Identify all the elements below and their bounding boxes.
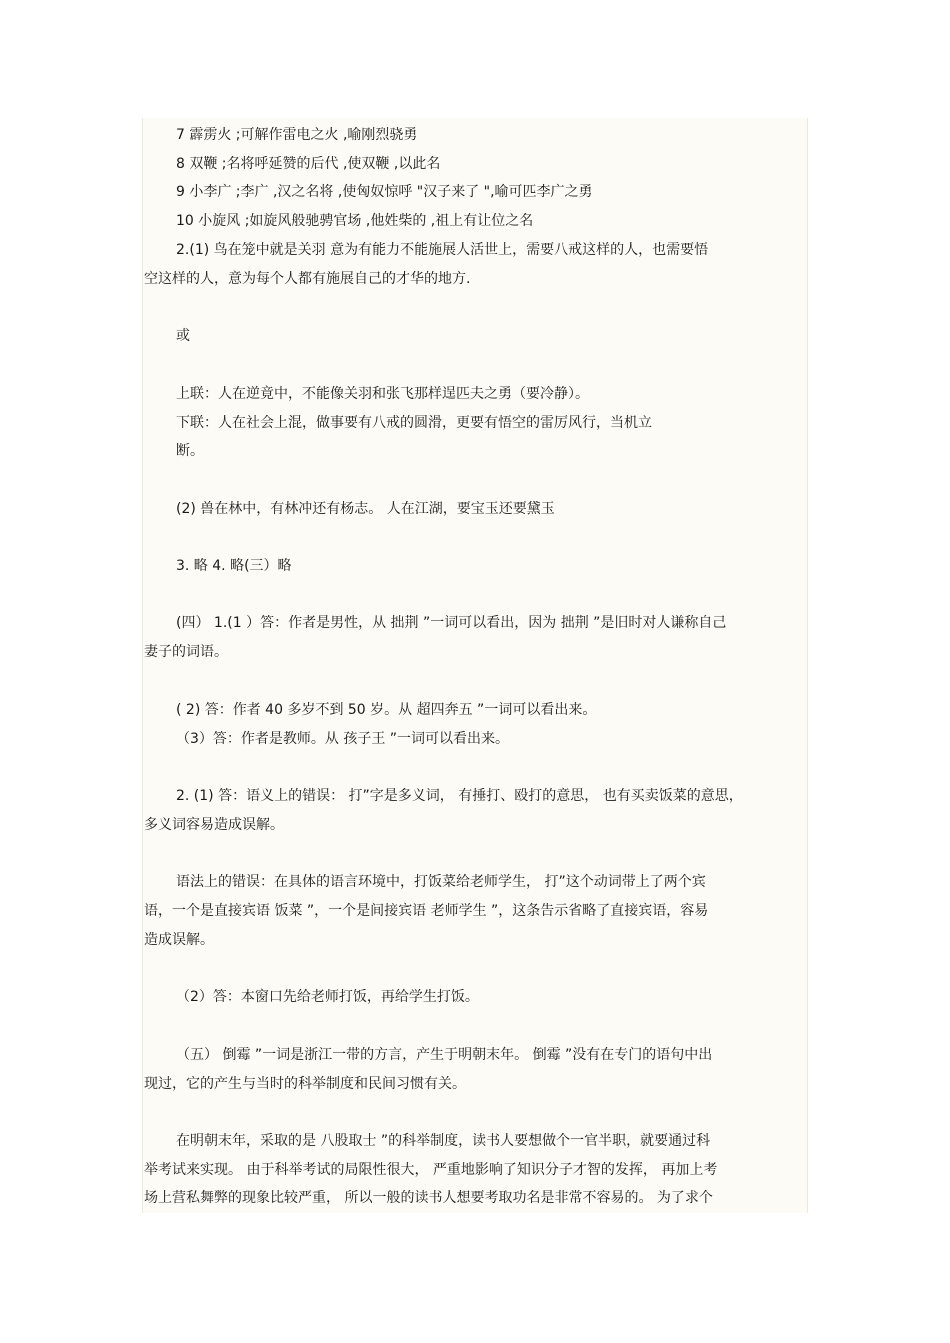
text-line: 2. (1) 答：语义上的错误： 打”字是多义词， 有捶打、殴打的意思， 也有买卖饭菜的意思， [176,788,743,804]
text-line: 9 小李广 ;李广 ,汉之名将 ,使匈奴惊呼 "汉子来了 ",喻可匹李广之勇 [176,184,593,200]
text-line: 现过，它的产生与当时的科举制度和民间习惯有关。 [144,1076,466,1092]
text-line: （2）答：本窗口先给老师打饭，再给学生打饭。 [176,989,479,1005]
text-line: 造成误解。 [144,932,214,948]
text-line: 10 小旋风 ;如旋风般驰骋官场 ,他姓柴的 ,祖上有让位之名 [176,213,534,229]
text-line: 多义词容易造成误解。 [144,817,284,833]
text-line: 举考试来实现。 由于科举考试的局限性很大， 严重地影响了知识分子才智的发挥， 再加上考 [144,1162,718,1178]
text-line: 2.(1) 鸟在笼中就是关羽 意为有能力不能施展人活世上，需要八戒这样的人，也需要悟 [176,242,709,258]
text-line: 在明朝末年，采取的是 八股取士 ”的科举制度，读书人要想做个一官半职，就要通过科 [176,1133,711,1149]
text-line: 下联：人在社会上混，做事要有八戒的圆滑，更要有悟空的雷厉风行，当机立 [176,415,652,431]
text-line: 上联：人在逆竟中，不能像关羽和张飞那样逞匹夫之勇（要冷静）。 [176,386,589,402]
text-line: （五） 倒霉 ”一词是浙江一带的方言，产生于明朝末年。 倒霉 ”没有在专门的语句中出 [176,1047,713,1063]
text-line: （3）答：作者是教师。从 孩子王 ”一词可以看出来。 [176,731,510,747]
text-line: 7 霹雳火 ;可解作雷电之火 ,喻刚烈骁勇 [176,127,418,143]
text-line: 或 [176,328,190,344]
text-line: 3. 略 4. 略(三）略 [176,558,292,574]
text-line: 妻子的词语。 [144,644,228,660]
text-line: 空这样的人，意为每个人都有施展自己的才华的地方. [144,271,471,287]
text-line: 8 双鞭 ;名将呼延赞的后代 ,使双鞭 ,以此名 [176,156,441,172]
text-line: (2) 兽在林中，有林冲还有杨志。 人在江湖，要宝玉还要黛玉 [176,501,555,517]
text-line: 语，一个是直接宾语 饭菜 ”，一个是间接宾语 老师学生 ”，这条告示省略了直接宾语，容易 [144,903,709,919]
text-line: ( 2) 答：作者 40 多岁不到 50 岁。从 超四奔五 ”一词可以看出来。 [176,702,597,718]
text-line: 场上营私舞弊的现象比较严重， 所以一般的读书人想要考取功名是非常不容易的。 为了求个 [144,1190,713,1206]
text-line: (四） 1.(1 ）答：作者是男性，从 拙荆 ”一词可以看出，因为 拙荆 ”是旧时对人谦称自己 [176,615,727,631]
text-line: 语法上的错误：在具体的语言环境中，打饭菜给老师学生， 打”这个动词带上了两个宾 [176,874,706,890]
text-line: 断。 [176,443,204,459]
